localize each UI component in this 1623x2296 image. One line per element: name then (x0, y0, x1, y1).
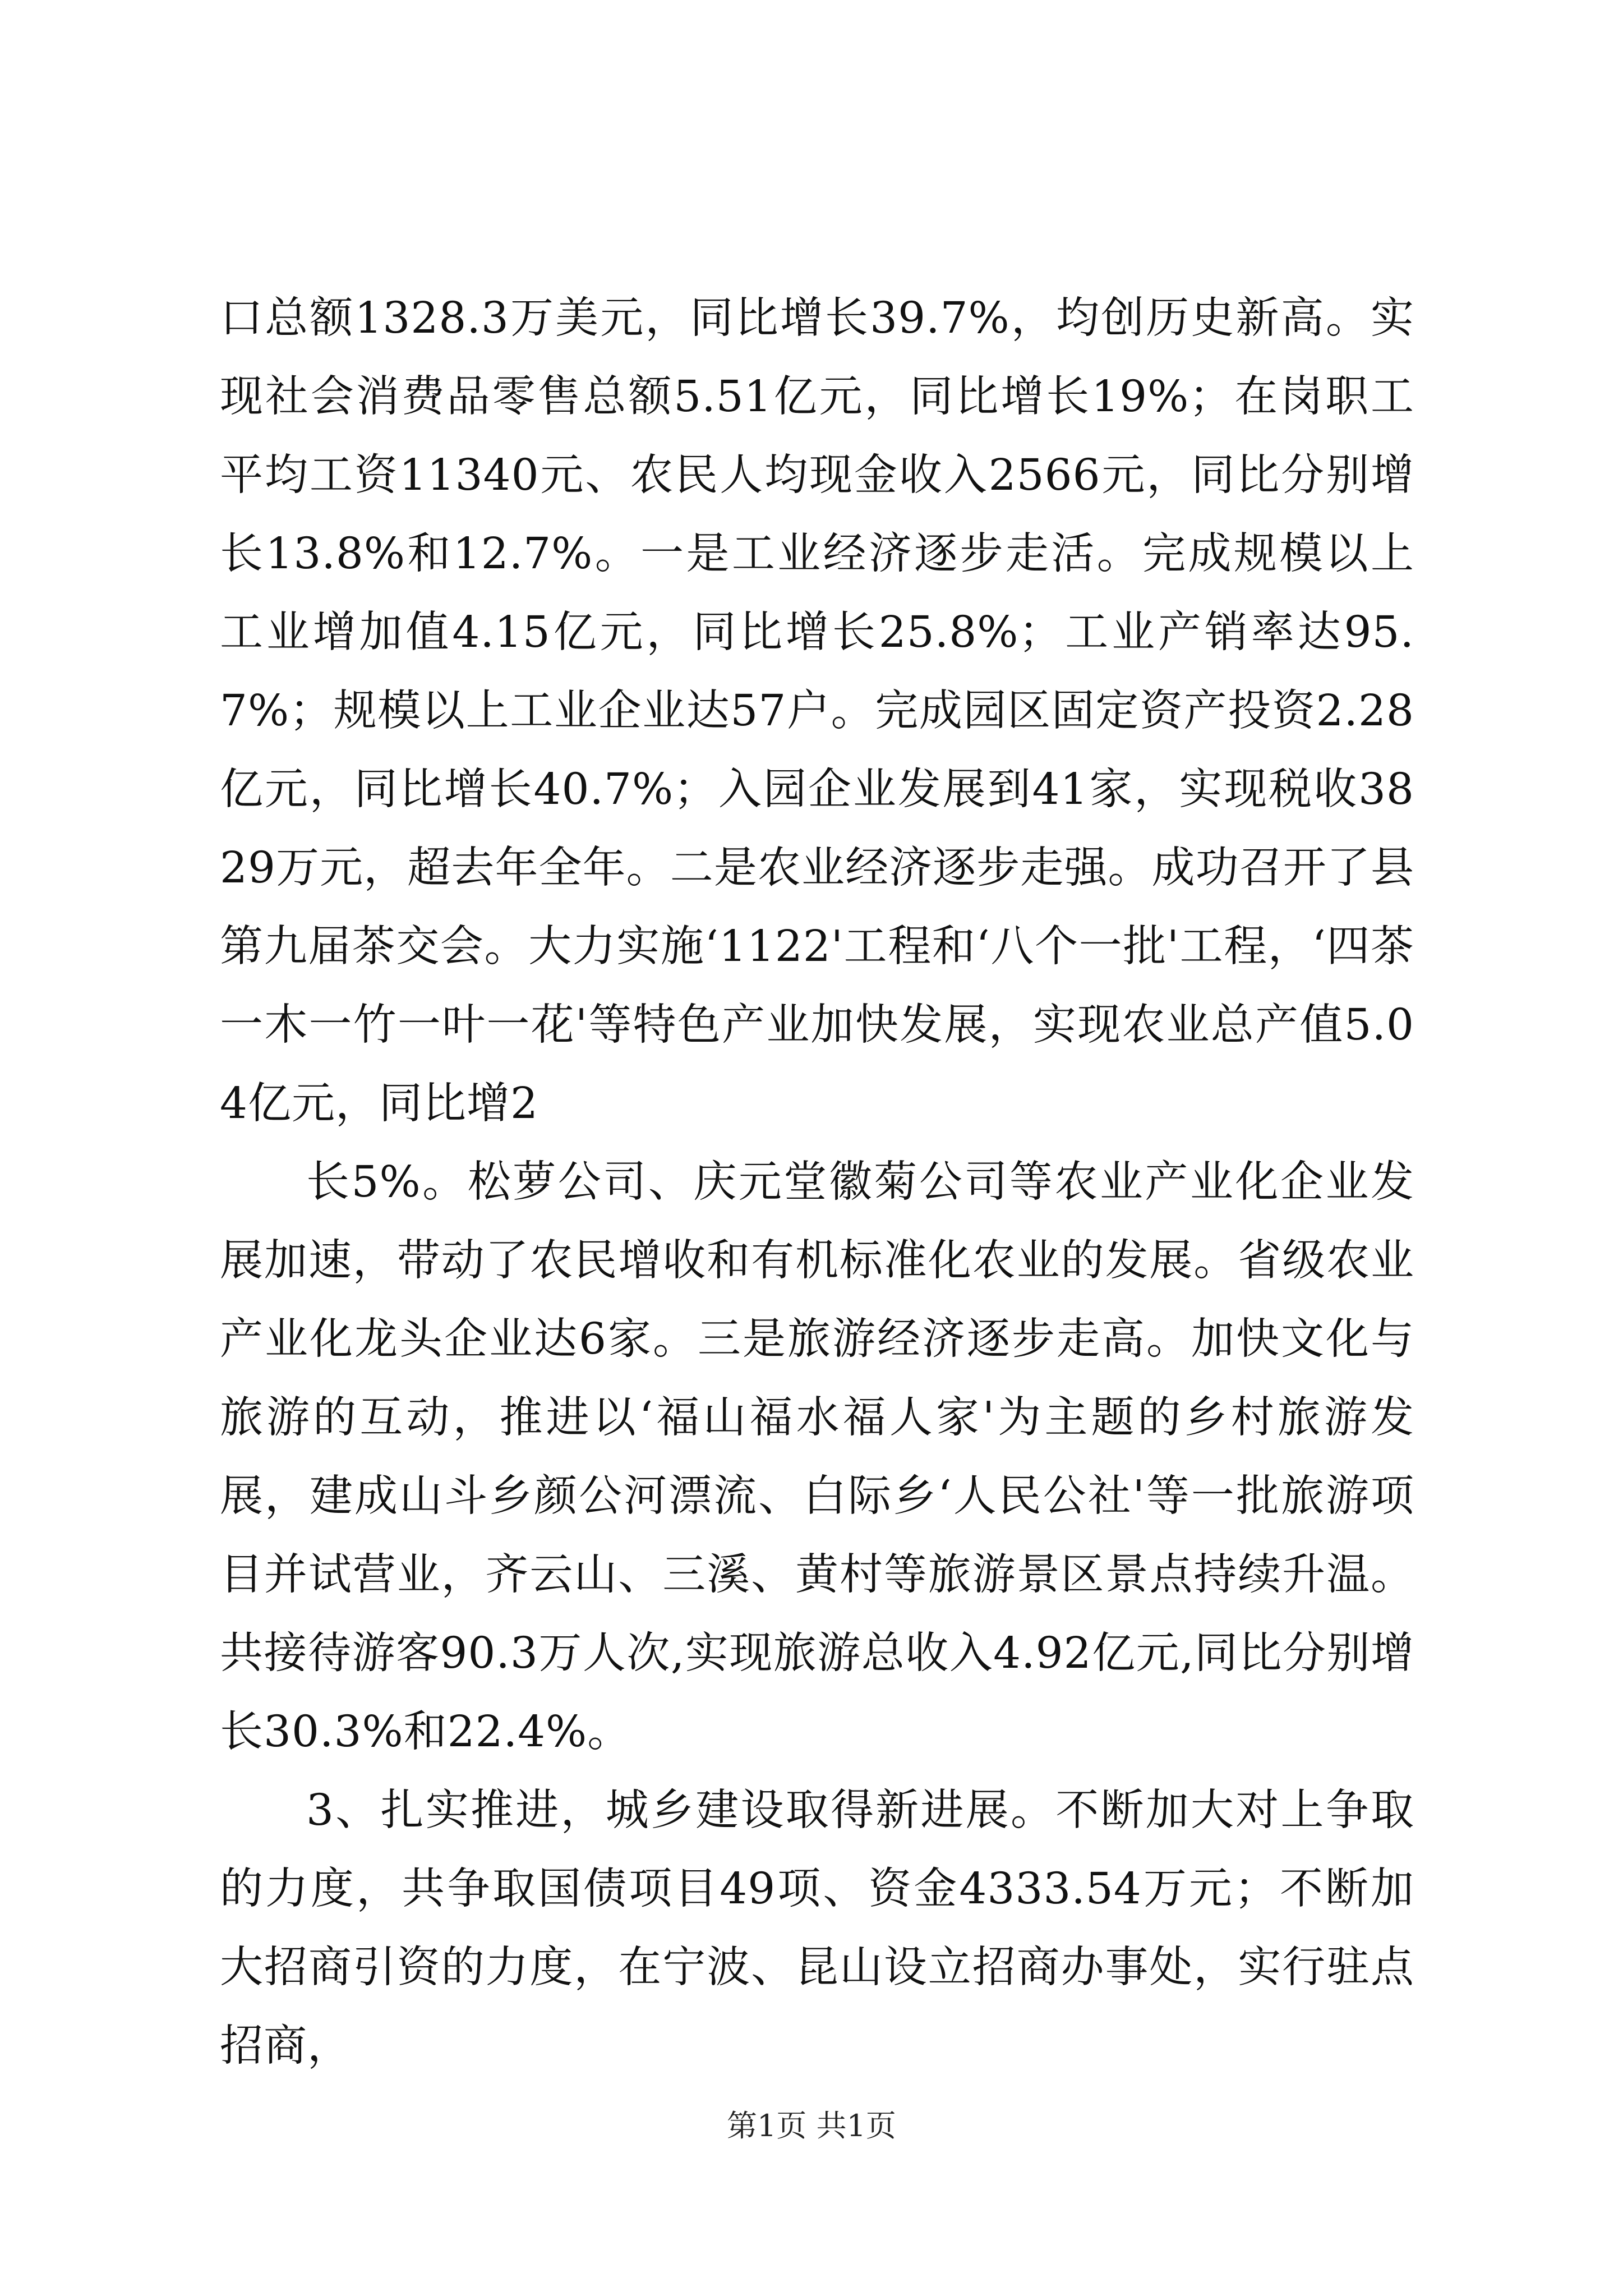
document-body (220, 279, 1414, 2086)
page-footer: 第1页 共1页 (727, 2108, 896, 2143)
paragraph-3: 3、扎实推进，城乡建设取得新进展。不断加大对上争取的力度，共争取国债项目49项、资金4333.54万元；不断加大招商引资的力度，在宁波、昆山设立招商办事处，实行驻点招商， (220, 1786, 1414, 2071)
paragraph-1: 口总额1328.3万美元，同比增长39.7%，均创历史新高。实现社会消费品零售总额5.51亿元，同比增长19%；在岗职工平均工资11340元、农民人均现金收入2566元，同比分别增长13.8%和12.7%。一是工业经济逐步走活。完成规模以上工业增加值4.15亿元，同比增长25.8%；工业产销率达95.7%；规模以上工业企业达57户。完成园区固定资产投资2.28亿元，同比增长40.7%；入园企业发展到41家，实现税收3829万元，超去年全年。二是农业经济逐步走强。成功召开了县第九届茶交会。大力实施‘1122'工程和‘八个一批'工程，‘四茶一木一竹一叶一花'等特色产业加快发展，实现农业总产值5.04亿元，同比增2 (220, 293, 1414, 1129)
paragraph-2: 长5%。松萝公司、庆元堂徽菊公司等农业产业化企业发展加速，带动了农民增收和有机标准化农业的发展。省级农业产业化龙头企业达6家。三是旅游经济逐步走高。加快文化与旅游的互动，推进以‘福山福水福人家'为主题的乡村旅游发展，建成山斗乡颜公河漂流、白际乡‘人民公社'等一批旅游项目并试营业，齐云山、三溪、黄村等旅游景区景点持续升温。共接待游客90.3万人次,实现旅游总收入4.92亿元,同比分别增长30.3%和22.4%。 (220, 1157, 1414, 1757)
